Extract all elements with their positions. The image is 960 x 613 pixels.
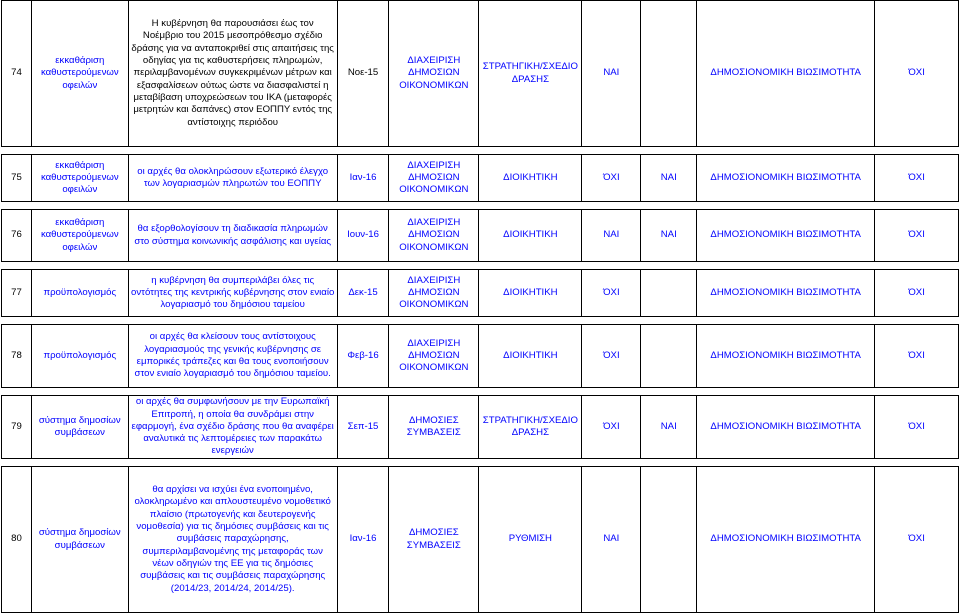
area-cell: ΔΙΑΧΕΙΡΙΣΗ ΔΗΜΟΣΙΩΝ ΟΙΚΟΝΟΜΙΚΩΝ (389, 325, 479, 388)
flag-b-cell (641, 325, 697, 388)
category-cell: προϋπολογισμός (32, 270, 129, 317)
flag-a-cell: ΌΧΙ (582, 155, 641, 202)
measures-table (1, 0, 959, 613)
date-cell: Δεκ-15 (337, 270, 388, 317)
description-cell: η κυβέρνηση θα συμπεριλάβει όλες τις οντότητες της κεντρικής κυβέρνησης στον ενιαίο λογαριασμό του δημόσιου ταμείου (128, 270, 337, 317)
flag-a-cell: ΌΧΙ (582, 270, 641, 317)
flag-c-cell: ΌΧΙ (875, 270, 959, 317)
category-cell: σύστημα δημοσίων συμβάσεων (32, 396, 129, 459)
category-cell: εκκαθάριση καθυστερούμενων οφειλών (32, 1, 129, 147)
area-cell: ΔΙΑΧΕΙΡΙΣΗ ΔΗΜΟΣΙΩΝ ΟΙΚΟΝΟΜΙΚΩΝ (389, 155, 479, 202)
description-cell: θα εξορθολογίσουν τη διαδικασία πληρωμών στο σύστημα κοινωνικής ασφάλισης και υγείας (128, 210, 337, 262)
gap-cell (2, 147, 959, 155)
gap-cell (2, 202, 959, 210)
nature-cell: ΣΤΡΑΤΗΓΙΚΗ/ΣΧΕΔΙΟ ΔΡΑΣΗΣ (479, 1, 582, 147)
row-number: 80 (2, 467, 32, 613)
row-number: 79 (2, 396, 32, 459)
gap-cell (2, 388, 959, 396)
description-cell: Η κυβέρνηση θα παρουσιάσει έως τον Νοέμβριο του 2015 μεσοπρόθεσμο σχέδιο δράσης για να ανταποκριθεί στις απαιτήσεις της οδηγίας για τις καθυστερήσεις πληρωμών, περιλαμβανομένων συγκεκριμένων μέτρων και εξασφαλίσεων ούτως ώστε να διασφαλιστεί η μεταβίβαση υποχρεώσεων του ΙΚΑ (μεταφορές μετρητών και δαπάνες) στον ΕΟΠΠΥ εντός της αντίστοιχης περιόδου (128, 1, 337, 147)
impact-cell: ΔΗΜΟΣΙΟΝΟΜΙΚΗ ΒΙΩΣΙΜΟΤΗΤΑ (697, 467, 875, 613)
flag-b-cell (641, 467, 697, 613)
table-row (2, 467, 959, 613)
date-cell: Σεπ-15 (337, 396, 388, 459)
table-row (2, 1, 959, 147)
row-number: 78 (2, 325, 32, 388)
area-cell: ΔΗΜΟΣΙΕΣ ΣΥΜΒΑΣΕΙΣ (389, 396, 479, 459)
flag-a-cell: ΝΑΙ (582, 210, 641, 262)
row-gap (2, 317, 959, 325)
nature-cell: ΔΙΟΙΚΗΤΙΚΗ (479, 210, 582, 262)
flag-a-cell: ΝΑΙ (582, 467, 641, 613)
date-cell: Φεβ-16 (337, 325, 388, 388)
description-cell: οι αρχές θα κλείσουν τους αντίστοιχους λογαριασμούς της γενικής κυβέρνησης σε εμπορικές τράπεζες και θα τους ενοποιήσουν στον ενιαίο λογαριασμό του δημόσιου ταμείου. (128, 325, 337, 388)
row-gap (2, 388, 959, 396)
flag-b-cell (641, 1, 697, 147)
nature-cell: ΔΙΟΙΚΗΤΙΚΗ (479, 325, 582, 388)
flag-b-cell: ΝΑΙ (641, 155, 697, 202)
area-cell: ΔΗΜΟΣΙΕΣ ΣΥΜΒΑΣΕΙΣ (389, 467, 479, 613)
flag-a-cell: ΌΧΙ (582, 325, 641, 388)
nature-cell: ΔΙΟΙΚΗΤΙΚΗ (479, 155, 582, 202)
flag-c-cell: ΌΧΙ (875, 467, 959, 613)
nature-cell: ΡΥΘΜΙΣΗ (479, 467, 582, 613)
nature-cell: ΣΤΡΑΤΗΓΙΚΗ/ΣΧΕΔΙΟ ΔΡΑΣΗΣ (479, 396, 582, 459)
flag-c-cell: ΌΧΙ (875, 396, 959, 459)
row-number: 76 (2, 210, 32, 262)
row-gap (2, 459, 959, 467)
flag-c-cell: ΌΧΙ (875, 325, 959, 388)
date-cell: Ιουν-16 (337, 210, 388, 262)
description-cell: οι αρχές θα συμφωνήσουν με την Ευρωπαϊκή Επιτροπή, η οποία θα συνδράμει στην εφαρμογή, ένα σχέδιο δράσης που θα αναφέρει αναλυτικά τις λεπτομέρειες των παρακάτω ενεργειών (128, 396, 337, 459)
flag-b-cell: ΝΑΙ (641, 396, 697, 459)
description-cell: θα αρχίσει να ισχύει ένα ενοποιημένο, ολοκληρωμένο και απλουστευμένο νομοθετικό πλαίσιο (πρωτογενής και δευτερογενής νομοθεσία) για τις δημόσιες συμβάσεις και τις συμβάσεις παραχώρησης, συμπεριλαμβανομένης της μεταφοράς των νέων οδηγιών της ΕΕ για τις δημόσιες συμβάσεις και τις συμβάσεις παραχώρησης (2014/23, 2014/24, 2014/25). (128, 467, 337, 613)
category-cell: σύστημα δημοσίων συμβάσεων (32, 467, 129, 613)
gap-cell (2, 459, 959, 467)
row-number: 77 (2, 270, 32, 317)
table-row (2, 325, 959, 388)
table-row (2, 270, 959, 317)
nature-cell: ΔΙΟΙΚΗΤΙΚΗ (479, 270, 582, 317)
area-cell: ΔΙΑΧΕΙΡΙΣΗ ΔΗΜΟΣΙΩΝ ΟΙΚΟΝΟΜΙΚΩΝ (389, 270, 479, 317)
flag-b-cell (641, 270, 697, 317)
row-gap (2, 147, 959, 155)
impact-cell: ΔΗΜΟΣΙΟΝΟΜΙΚΗ ΒΙΩΣΙΜΟΤΗΤΑ (697, 210, 875, 262)
flag-c-cell: ΌΧΙ (875, 155, 959, 202)
date-cell: Νοε-15 (337, 1, 388, 147)
flag-a-cell: ΌΧΙ (582, 396, 641, 459)
date-cell: Ιαν-16 (337, 467, 388, 613)
area-cell: ΔΙΑΧΕΙΡΙΣΗ ΔΗΜΟΣΙΩΝ ΟΙΚΟΝΟΜΙΚΩΝ (389, 210, 479, 262)
impact-cell: ΔΗΜΟΣΙΟΝΟΜΙΚΗ ΒΙΩΣΙΜΟΤΗΤΑ (697, 325, 875, 388)
category-cell: εκκαθάριση καθυστερούμενων οφειλών (32, 210, 129, 262)
table-row (2, 396, 959, 459)
category-cell: εκκαθάριση καθυστερούμενων οφειλών (32, 155, 129, 202)
date-cell: Ιαν-16 (337, 155, 388, 202)
description-cell: οι αρχές θα ολοκληρώσουν εξωτερικό έλεγχο των λογαριασμών πληρωτών του ΕΟΠΠΥ (128, 155, 337, 202)
flag-a-cell: ΝΑΙ (582, 1, 641, 147)
gap-cell (2, 262, 959, 270)
impact-cell: ΔΗΜΟΣΙΟΝΟΜΙΚΗ ΒΙΩΣΙΜΟΤΗΤΑ (697, 155, 875, 202)
impact-cell: ΔΗΜΟΣΙΟΝΟΜΙΚΗ ΒΙΩΣΙΜΟΤΗΤΑ (697, 270, 875, 317)
flag-b-cell: ΝΑΙ (641, 210, 697, 262)
flag-c-cell: ΌΧΙ (875, 210, 959, 262)
impact-cell: ΔΗΜΟΣΙΟΝΟΜΙΚΗ ΒΙΩΣΙΜΟΤΗΤΑ (697, 396, 875, 459)
flag-c-cell: ΌΧΙ (875, 1, 959, 147)
table-row (2, 210, 959, 262)
row-number: 75 (2, 155, 32, 202)
impact-cell: ΔΗΜΟΣΙΟΝΟΜΙΚΗ ΒΙΩΣΙΜΟΤΗΤΑ (697, 1, 875, 147)
table-row (2, 155, 959, 202)
category-cell: προϋπολογισμός (32, 325, 129, 388)
gap-cell (2, 317, 959, 325)
area-cell: ΔΙΑΧΕΙΡΙΣΗ ΔΗΜΟΣΙΩΝ ΟΙΚΟΝΟΜΙΚΩΝ (389, 1, 479, 147)
row-gap (2, 202, 959, 210)
row-gap (2, 262, 959, 270)
row-number: 74 (2, 1, 32, 147)
